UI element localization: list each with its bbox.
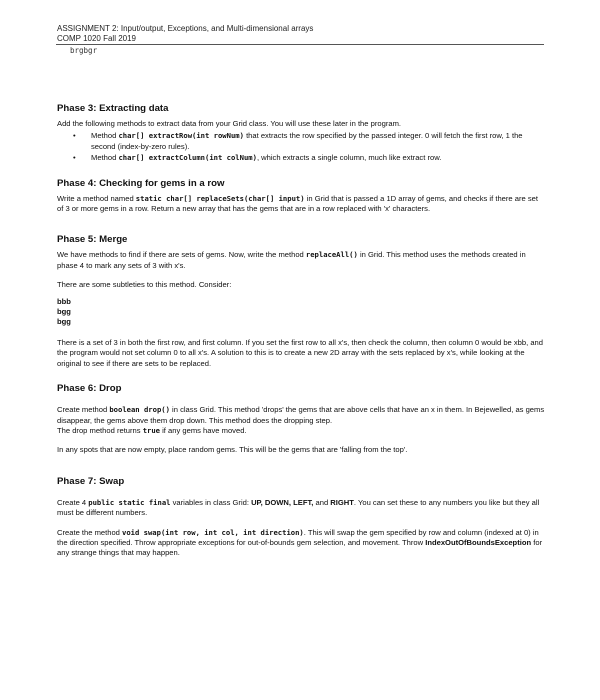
- code-replace-all: replaceAll(): [305, 250, 358, 260]
- phase-5-p3: There is a set of 3 in both the first row, and first column. If you set the first row to all x's, then check the column, then column 0 would be xbb, and the program would not set column 0 to all x's. A solution to this is to create a new 2D array with the sets replaced by x's, while looking at the original to see if there are sets to be replaced.: [57, 337, 544, 368]
- code-true: true: [142, 425, 160, 435]
- phase-6-p2: The drop method returns true if any gems have moved.: [57, 425, 247, 435]
- code-replace-sets: static char[] replaceSets(char[] input): [135, 193, 305, 203]
- grid-example: [57, 297, 545, 328]
- phase-4-heading: Phase 4: Checking for gems in a row: [57, 177, 225, 189]
- phase-3-section: [57, 103, 545, 164]
- document-body: [57, 103, 545, 573]
- course-label: COMP 1020 Fall 2019: [57, 34, 137, 43]
- phase-7-p2: Create the method void swap(int row, int col, int direction). This will swap the gem specified by row and column (indexed at 0) in the direction specified. Throw appropriate exceptions for out-of-bounds gem selection, and movement. Throw IndexOutOfBoundsException for any strange things that may happen.: [57, 527, 543, 558]
- list-item: • Method char[] extractRow(int rowNum) that extracts the row specified by the passed integer. 0 will fetch the first row, 1 the second (index-by-zero rules).: [73, 131, 523, 151]
- phase-7-section: [57, 476, 545, 559]
- document-header: [57, 24, 313, 44]
- code-drop: boolean drop(): [109, 405, 170, 415]
- code-public-static-final: public static final: [88, 497, 171, 507]
- phase-7-heading: Phase 7: Swap: [57, 475, 125, 487]
- code-extract-row: char[] extractRow(int rowNum): [118, 131, 244, 141]
- phase-3-heading: Phase 3: Extracting data: [57, 103, 169, 114]
- grid-row: bgg: [57, 317, 71, 327]
- grid-row: bgg: [57, 307, 71, 317]
- phase-4-section: [57, 178, 545, 215]
- phase-6-heading: Phase 6: Drop: [57, 383, 122, 395]
- phase-5-p2: There are some subtleties to this method. Consider:: [57, 280, 232, 290]
- exception-name: IndexOutOfBoundsException: [425, 537, 532, 547]
- assignment-title: ASSIGNMENT 2: Input/output, Exceptions, and Multi-dimensional arrays: [57, 24, 314, 33]
- phase-4-text: Write a method named static char[] replaceSets(char[] input) in Grid that is passed a 1D array of gems, and checks if there are set of 3 or more gems in a row. Return a new array that has the gems that are in a row replaced with 'x' characters.: [57, 193, 538, 214]
- list-item: • Method char[] extractColumn(int colNum), which extracts a single column, much like extract row.: [73, 153, 442, 163]
- direction-right: RIGHT: [330, 497, 354, 507]
- header-scribble: brgbgr: [70, 46, 98, 55]
- phase-6-p3: In any spots that are now empty, place random gems. This will be the gems that are 'falling from the top'.: [57, 445, 408, 455]
- phase-5-heading: Phase 5: Merge: [57, 234, 128, 246]
- bullet-icon: •: [73, 153, 76, 163]
- phase-6-section: [57, 383, 545, 456]
- phase-3-list: [57, 131, 545, 163]
- code-swap: void swap(int row, int col, int direction): [122, 527, 304, 537]
- grid-row: bbb: [57, 296, 71, 306]
- phase-6-p1: Create method boolean drop() in class Grid. This method 'drops' the gems that are above cells that have an x in them. In Bejewelled, as gems disappear, the gems above them drop down. This method does the dropping step.: [57, 405, 545, 425]
- phase-5-p1: We have methods to find if there are sets of gems. Now, write the method replaceAll() in Grid. This method uses the methods created in phase 4 to mark any sets of 3 with x's.: [57, 250, 526, 270]
- code-extract-column: char[] extractColumn(int colNum): [118, 153, 257, 163]
- header-divider: [56, 44, 544, 45]
- direction-constants: UP, DOWN, LEFT,: [251, 497, 316, 507]
- phase-5-section: [57, 234, 545, 369]
- phase-7-p1: Create 4 public static final variables in class Grid: UP, DOWN, LEFT, and RIGHT. You can set these to any numbers you like but they all must be different numbers.: [57, 497, 540, 518]
- phase-3-intro: Add the following methods to extract data from your Grid class. You will use these later in the program.: [57, 119, 402, 128]
- bullet-icon: •: [73, 131, 76, 141]
